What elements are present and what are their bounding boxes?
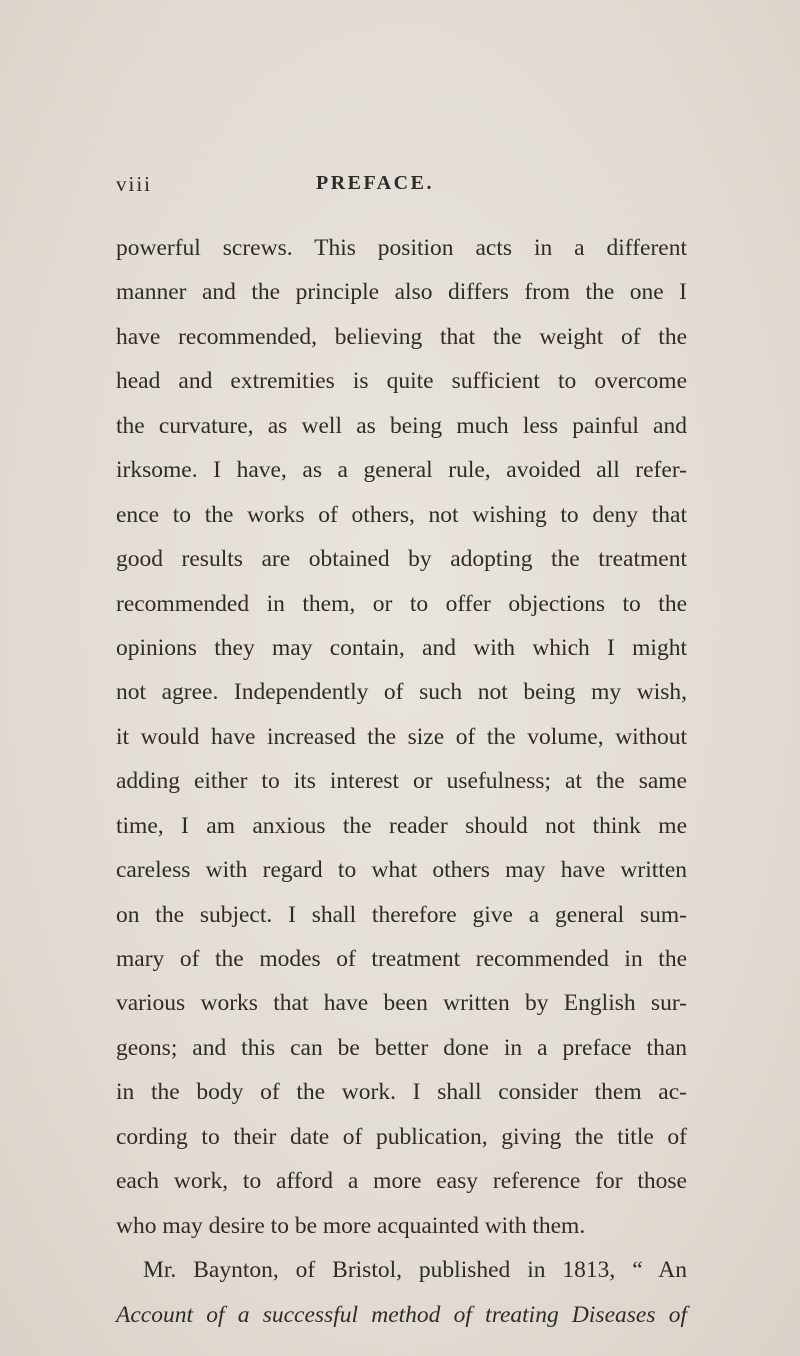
text-line: adding either to its interest or usefulness; at the same [116,768,687,795]
text-line: manner and the principle also differs from the one I [116,279,687,306]
text-line: it would have increased the size of the volume, without [116,723,687,750]
page-number: viii [116,172,153,196]
text-line: mary of the modes of treatment recommended in the [116,946,687,972]
text-line: have recommended, believing that the weight of the [116,323,687,350]
text-line: Account of a successful method of treating Diseases of [116,1301,687,1328]
text-line: irksome. I have, as a general rule, avoided all refer- [116,457,687,484]
text-line: opinions they may contain, and with which I might [116,634,687,661]
text-line: powerful screws. This position acts in a different [116,235,687,261]
text-line: various works that have been written by English sur- [116,990,687,1017]
text-line: each work, to afford a more easy reference for those [116,1168,687,1195]
body-text [116,226,687,1337]
text-line: ence to the works of others, not wishing to deny that [116,501,687,528]
text-line: good results are obtained by adopting the treatment [116,546,687,573]
text-line: time, I am anxious the reader should not think me [116,812,687,839]
text-line: Mr. Baynton, of Bristol, published in 1813, “ An [143,1257,687,1284]
text-line: who may desire to be more acquainted with them. [116,1212,586,1239]
text-line: the curvature, as well as being much less painful and [116,412,687,439]
running-head [116,172,686,202]
text-line: recommended in them, or to offer objections to the [116,590,687,617]
text-line: cording to their date of publication, giving the title of [116,1123,687,1150]
text-line: careless with regard to what others may have written [116,857,687,884]
text-line: not agree. Independently of such not being my wish, [116,679,687,706]
text-line: geons; and this can be better done in a preface than [116,1034,687,1061]
running-title: PREFACE. [316,172,434,194]
text-line: head and extremities is quite sufficient to overcome [116,368,687,395]
text-line: in the body of the work. I shall consider them ac- [116,1079,687,1106]
text-line: on the subject. I shall therefore give a general sum- [116,901,687,928]
